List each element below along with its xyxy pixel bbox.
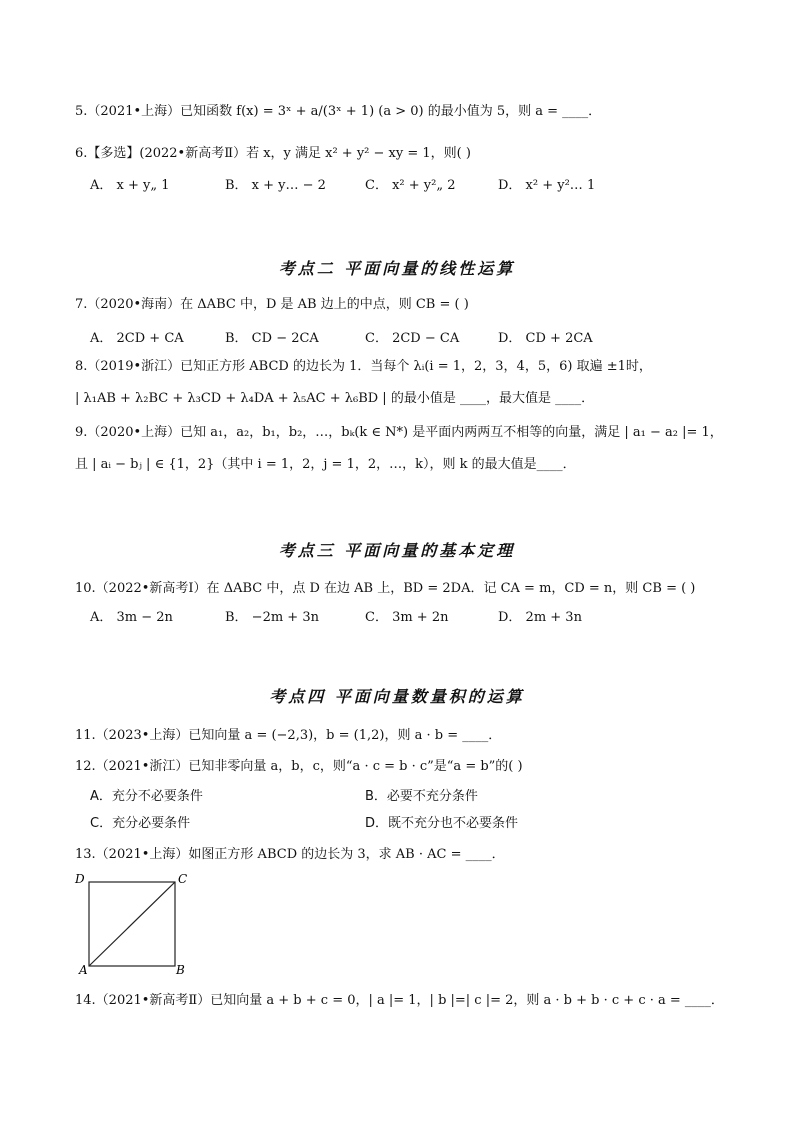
section-heading-2: 考点二 平面向量的线性运算 — [278, 259, 516, 278]
q7-option-b: B． CD − 2CA — [225, 331, 319, 346]
q6-option-d: D． x² + y²… 1 — [498, 178, 596, 193]
q12-option-a: A．充分不必要条件 — [90, 789, 203, 804]
q12-option-d: D．既不充分也不必要条件 — [365, 816, 519, 831]
q12-option-c: C．充分必要条件 — [90, 816, 191, 831]
question-9-line-1: 9.（2020•上海）已知 a₁，a₂，b₁，b₂，…，bₖ(k ∈ N*) 是平面内两两互不相等的向量，满足 | a₁ − a₂ |= 1， — [75, 425, 723, 440]
q6-option-b: B． x + y… − 2 — [225, 178, 326, 193]
q7-option-a: A． 2CD + CA — [90, 331, 184, 346]
question-11: 11.（2023•上海）已知向量 a = (−2,3)，b = (1,2)，则 a · b = ____． — [75, 728, 502, 743]
q10-option-a: A． 3m − 2n — [90, 610, 173, 625]
q10-option-c: C． 3m + 2n — [365, 610, 449, 625]
question-10: 10.（2022•新高考Ⅰ）在 ΔABC 中，点 D 在边 AB 上，BD = 2DA．记 CA = m，CD = n，则 CB = ( ) — [75, 581, 696, 596]
question-8-line-1: 8.（2019•浙江）已知正方形 ABCD 的边长为 1．当每个 λᵢ(i = 1，2，3，4，5，6) 取遍 ±1时， — [75, 359, 652, 374]
question-8-line-2: | λ₁AB + λ₂BC + λ₃CD + λ₄DA + λ₅AC + λ₆BD | 的最小值是 ____，最大值是 ____． — [75, 391, 595, 406]
question-14: 14.（2021•新高考Ⅱ）已知向量 a + b + c = 0，| a |= 1，| b |=| c |= 2，则 a · b + b · c + c · a = ____． — [75, 993, 724, 1008]
square-abcd-figure — [72, 870, 192, 980]
q7-option-c: C． 2CD − CA — [365, 331, 460, 346]
vertex-label-b: B — [176, 963, 185, 977]
question-9-line-2: 且 | aᵢ − bⱼ | ∈ {1，2}（其中 i = 1，2，j = 1，2，…，k），则 k 的最大值是____． — [75, 457, 576, 472]
question-13: 13.（2021•上海）如图正方形 ABCD 的边长为 3，求 AB · AC = ____． — [75, 847, 505, 862]
question-6: 6.【多选】(2022•新高考Ⅱ）若 x，y 满足 x² + y² − xy = 1，则( ) — [75, 146, 471, 161]
question-12: 12.（2021•浙江）已知非零向量 a，b，c，则“a · c = b · c”是“a = b”的( ) — [75, 759, 523, 774]
q10-option-d: D． 2m + 3n — [498, 610, 582, 625]
q6-option-c: C． x² + y²„ 2 — [365, 178, 456, 193]
q7-option-d: D． CD + 2CA — [498, 331, 593, 346]
q12-option-b: B．必要不充分条件 — [365, 789, 478, 804]
q6-option-a: A． x + y„ 1 — [90, 178, 170, 193]
diagonal-ac — [89, 882, 175, 966]
question-5: 5.（2021•上海）已知函数 f(x) = 3ˣ + a/(3ˣ + 1) (a > 0) 的最小值为 5，则 a = ____． — [75, 104, 602, 119]
q10-option-b: B． −2m + 3n — [225, 610, 319, 625]
vertex-label-d: D — [75, 872, 85, 886]
vertex-label-c: C — [178, 872, 188, 886]
vertex-label-a: A — [79, 963, 88, 977]
section-heading-3: 考点三 平面向量的基本定理 — [278, 541, 516, 560]
question-7: 7.（2020•海南）在 ΔABC 中，D 是 AB 边上的中点，则 CB = ( ) — [75, 297, 469, 312]
section-heading-4: 考点四 平面向量数量积的运算 — [269, 687, 525, 706]
